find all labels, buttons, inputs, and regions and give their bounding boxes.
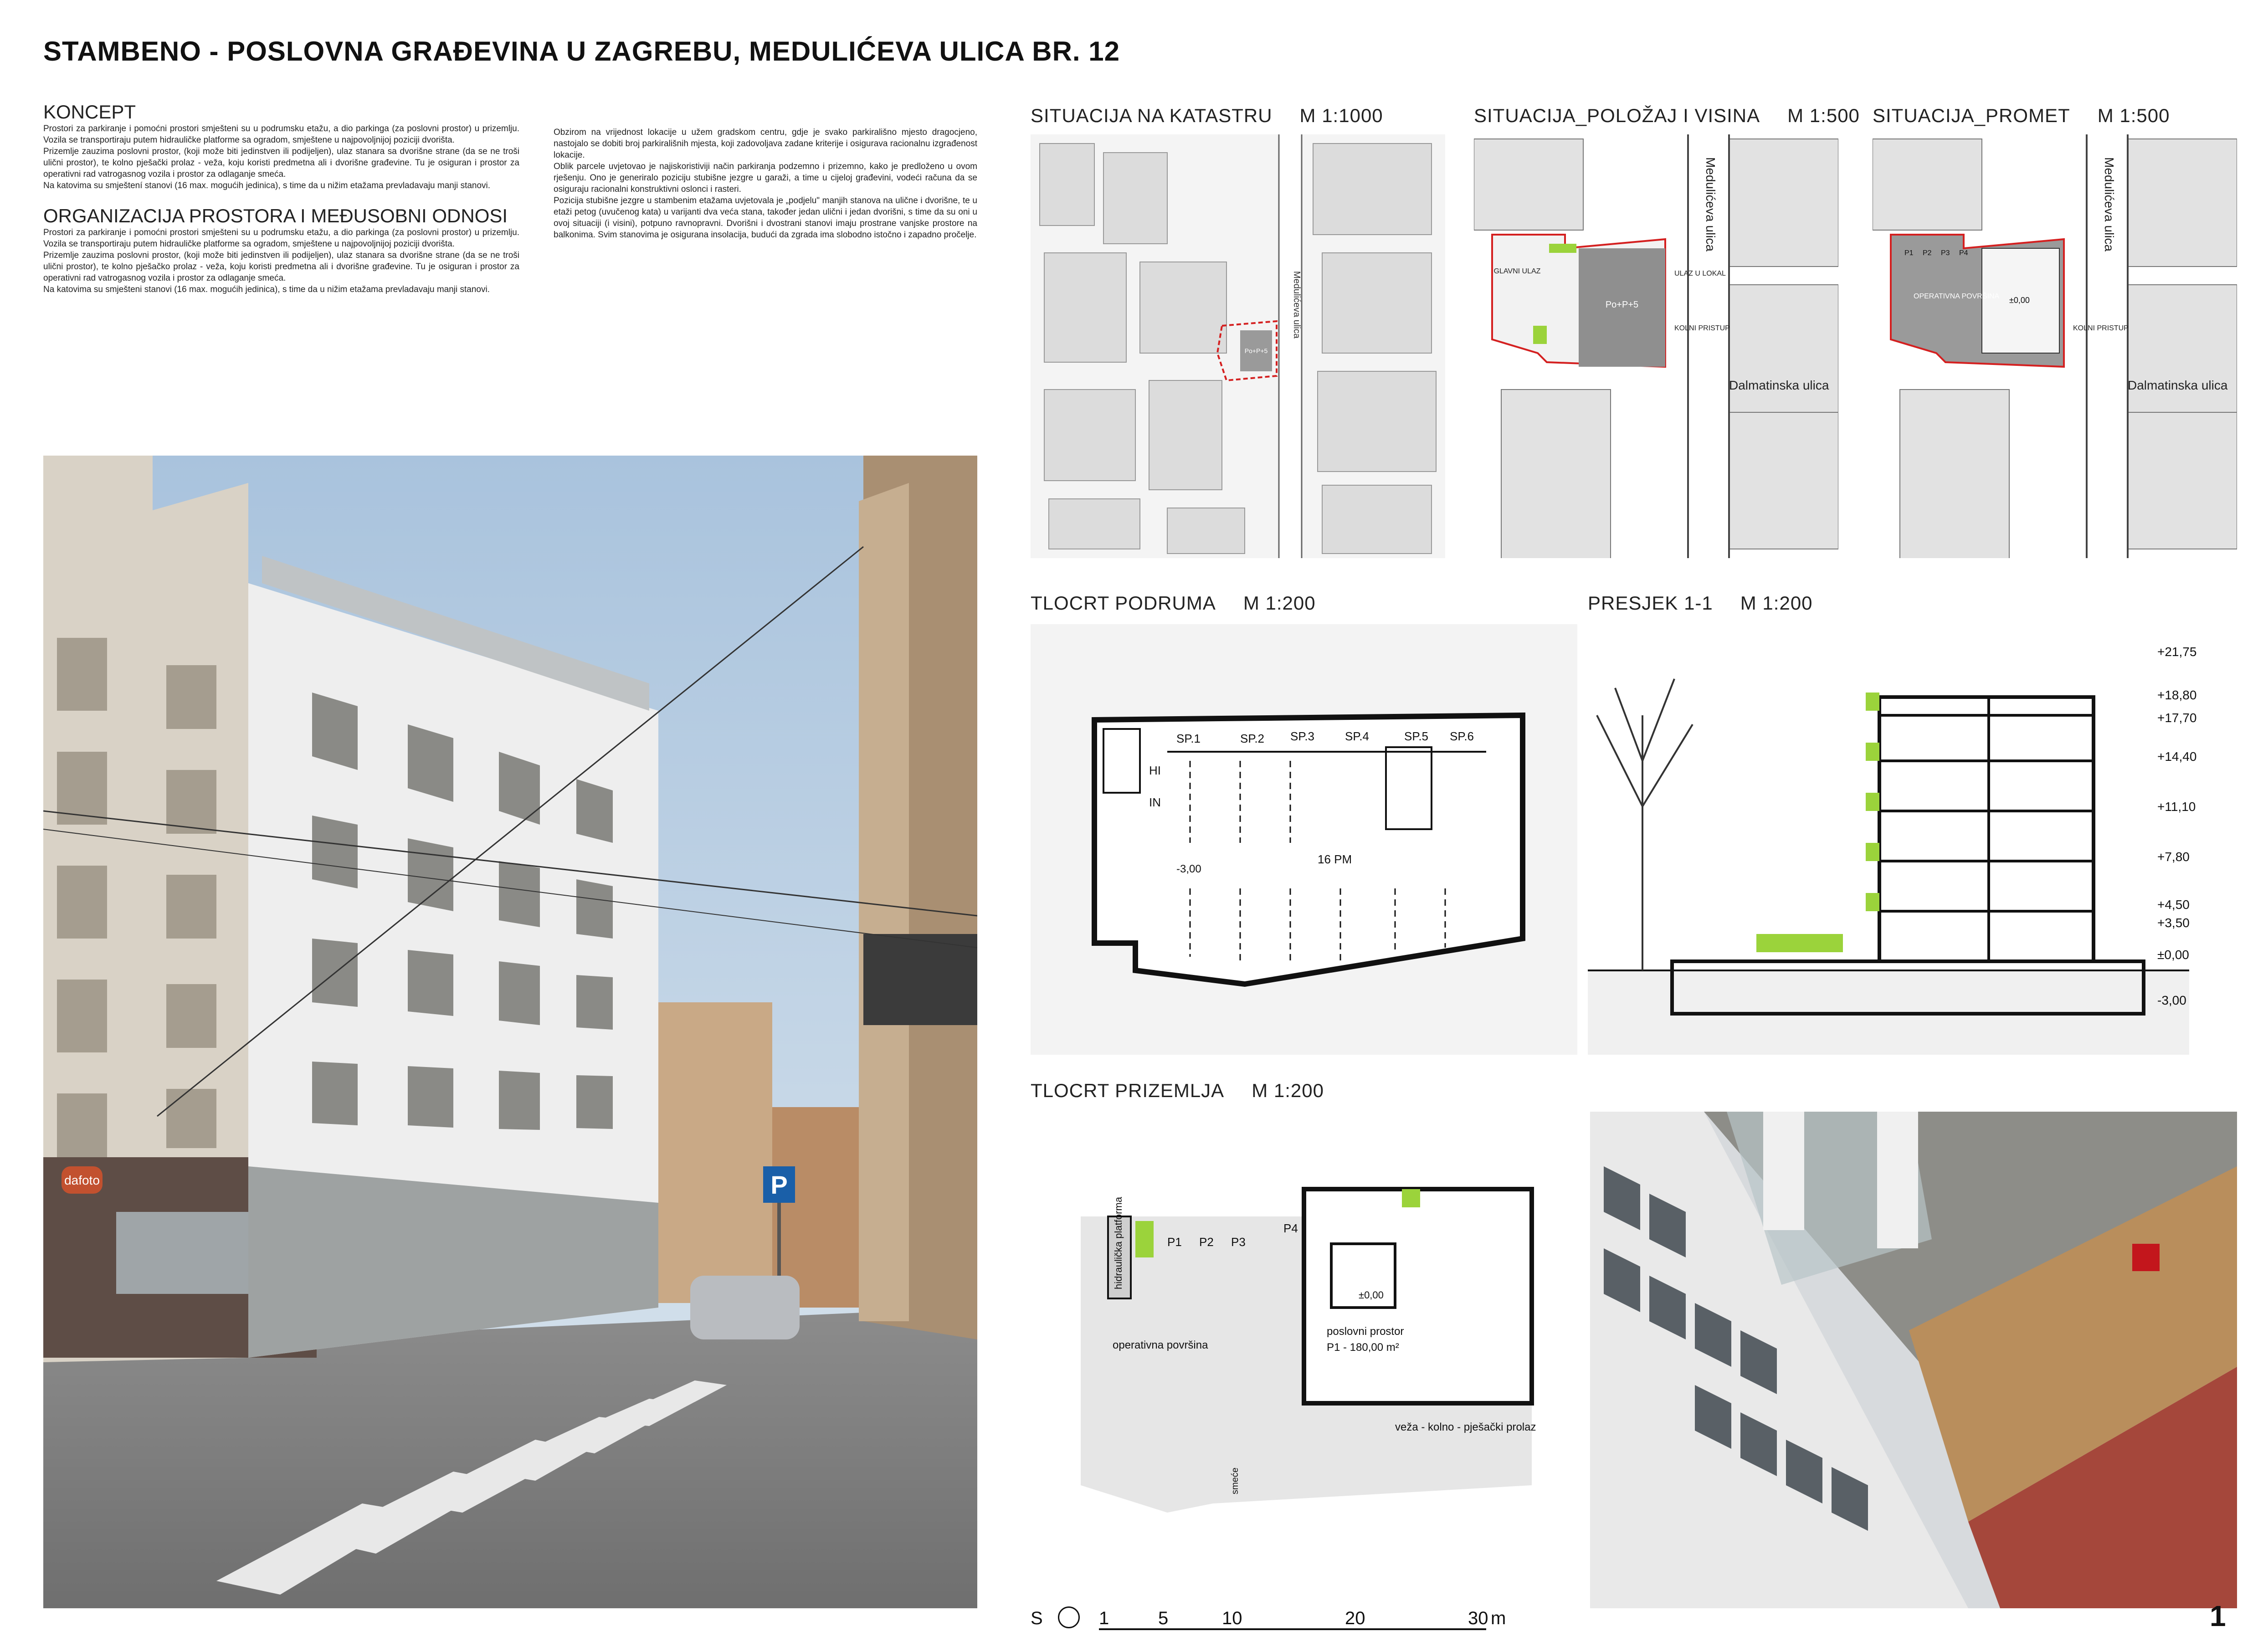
polozaj-title xyxy=(1474,105,1860,127)
concept-section xyxy=(43,101,519,295)
promet-operative-area: OPERATIVNA POVRŠINA xyxy=(1914,292,2000,300)
podrum-lift-hi: HI xyxy=(1149,764,1161,777)
parked-car xyxy=(690,1276,800,1339)
location-text xyxy=(554,127,977,241)
presjek-title xyxy=(1588,592,1813,614)
presjek-scale: M 1:200 xyxy=(1740,592,1813,614)
scale-mark-10: 10 xyxy=(1222,1608,1242,1628)
podrum-storage-1: SP.1 xyxy=(1176,732,1201,745)
promet-street-label: Medulićeva ulica xyxy=(2102,157,2116,251)
prizemlje-office-area: P1 - 180,00 m² xyxy=(1327,1341,1399,1354)
north-arrow-icon xyxy=(1058,1606,1080,1628)
scale-mark-20: 20 xyxy=(1345,1608,1365,1628)
red-chair xyxy=(2132,1244,2160,1271)
prizemlje-spot-3: P3 xyxy=(1231,1235,1246,1249)
promet-vehicle-access: KOLNI PRISTUP xyxy=(2073,324,2129,332)
level-7-80: +7,80 xyxy=(2157,850,2190,864)
podrum-storage-6: SP.6 xyxy=(1450,729,1474,743)
polozaj-street-label: Medulićeva ulica xyxy=(1704,157,1718,251)
podrum-plan xyxy=(1031,624,1577,1055)
katastar-title-text: SITUACIJA NA KATASTRU xyxy=(1031,105,1273,126)
level-3-50: +3,50 xyxy=(2157,916,2190,930)
rooftop-render xyxy=(1590,1112,2237,1608)
podrum-title-text: TLOCRT PODRUMA xyxy=(1031,592,1216,614)
promet-spot-1: P1 xyxy=(1904,249,1914,257)
prizemlje-operative-area: operativna površina xyxy=(1113,1339,1208,1351)
katastar-scale: M 1:1000 xyxy=(1299,105,1383,126)
polozaj-building-label: Po+P+5 xyxy=(1605,300,1639,310)
concept-paragraph-3: Na katovima su smještení stanovi (16 max. mogućih jedinica), s time da u nižim etažama prevladavaju manji stanovi. xyxy=(43,181,491,190)
north-label: S xyxy=(1031,1608,1043,1628)
prizemlje-scale: M 1:200 xyxy=(1252,1080,1324,1101)
promet-spot-3: P3 xyxy=(1941,249,1950,257)
promet-title xyxy=(1873,105,2170,127)
prizemlje-title xyxy=(1031,1080,1324,1102)
location-paragraph-1: Obzirom na vrijednost lokacije u užem gradskom centru, gdje je svako parkirališno mjesto dragocjeno, nastojalo se dobiti broj parkirališnih mjesta, koji zadovoljava zadane kriterije i osigurava racionalnu izgrađenost lokacije. xyxy=(554,128,977,160)
location-paragraph-2: Oblik parcele uvjetovao je najiskoristiviji način parkiranja podzemno i prizemno, kako je predloženo u ovom rješenju. Ono je generiralo poziciju stubišne jezgre u garaži, a time u cijeloj građevini, vodeći računa da se osiguraju racionalni konstruktivni oslonci i rasteri. xyxy=(554,162,977,194)
level-0-00: ±0,00 xyxy=(2157,948,2189,962)
katastar-map xyxy=(1031,134,1445,558)
organization-paragraph-1: Prostori za parkiranje i pomoćni prostori smješteni su u podrumsku etažu, a dio parkinga (za poslovni prostor) u prizemlju. Vozila se transportiraju putem hidrauličke platforme sa ogradom, smještene u najpovoljnijoj poziciji dvorišta. xyxy=(43,228,519,249)
podrum-title xyxy=(1031,592,1316,614)
street-photo xyxy=(43,456,977,1608)
prizemlje-spot-4: P4 xyxy=(1283,1221,1298,1235)
prizemlje-office: poslovni prostor xyxy=(1327,1325,1404,1338)
organization-paragraph-2: Prizemlje zauzima poslovni prostor, (koji može biti jedinstven ili podijeljen), ulaz stanara sa dvorišne strane (da se ne troši ulični prostor), te kolno pješačko prolaz - veža, koju koristi predmetna ali i dvorišne građevine. Tu je osiguran i prostor za operativni rad vatrogasnog vozila i prostor za odlaganje smeća. xyxy=(43,251,519,283)
street-photo-illustration xyxy=(43,456,977,1608)
page-title: STAMBENO - POSLOVNA GRAĐEVINA U ZAGREBU, MEDULIĆEVA ULICA BR. 12 xyxy=(43,36,1120,67)
page-number: 1 xyxy=(2210,1600,2226,1632)
promet-map xyxy=(1873,134,2237,558)
concept-paragraph-1: Prostori za parkiranje i pomoćni prostori smješteni su u podrumsku etažu, a dio parkinga (za poslovni prostor) u prizemlju. Vozila se transportiraju putem hidrauličke platforme sa ogradom, smještene u najpovoljnijoj poziciji dvorišta. xyxy=(43,124,519,145)
podrum-storage-2: SP.2 xyxy=(1240,732,1265,745)
organization-heading: ORGANIZACIJA PROSTORA I MEĐUSOBNI ODNOSI xyxy=(43,205,508,226)
polozaj-vehicle-access: KOLNI PRISTUP xyxy=(1674,324,1730,332)
podrum-lift-in: IN xyxy=(1149,795,1161,809)
concept-heading: KONCEPT xyxy=(43,101,136,123)
level-18-80: +18,80 xyxy=(2157,688,2197,702)
presjek-section xyxy=(1588,624,2239,1055)
location-paragraph-3: Pozicija stubišne jezgre u stambenim etažama uvjetovala je „podjelu" manjih stanova na ulične i dvorišne, te u etaži petog (uvučenog kata) u varijanti dva veća stana, također jedan ulični i jedan dvorišni, s time da su oni u ovoj situaciji (i visini), potpuno ravnopravni. Dvorišni i dvostrani stanovi imaju prostrane vanjske prostore na balkonima. Svim stanovima je osigurana insolacija, budući da zgrada ima slobodno istočno i zapadno pročelje. xyxy=(554,196,977,240)
level-11-10: +11,10 xyxy=(2157,800,2196,814)
katastar-title xyxy=(1031,105,1383,127)
polozaj-main-entrance: GLAVNI ULAZ xyxy=(1493,267,1541,275)
level-21-75: +21,75 xyxy=(2157,645,2197,659)
podrum-parking-count: 16 PM xyxy=(1318,852,1352,866)
prizemlje-passage: veža - kolno - pješački prolaz xyxy=(1395,1421,1536,1433)
katastar-street-label: Medulićeva ulica xyxy=(1292,271,1302,339)
prizemlje-title-text: TLOCRT PRIZEMLJA xyxy=(1031,1080,1225,1101)
podrum-scale: M 1:200 xyxy=(1243,592,1316,614)
shop-sign-text: dafoto xyxy=(64,1173,100,1187)
level-17-70: +17,70 xyxy=(2157,711,2197,725)
prizemlje-waste: smeće xyxy=(1230,1467,1240,1494)
organization-paragraph-3: Na katovima su smješteni stanovi (16 max. mogućih jedinica), s time da u nižim etažama prevladavaju manji stanovi. xyxy=(43,285,490,294)
concept-paragraph-2: Prizemlje zauzima poslovni prostor, (koji može biti jedinstven ili podijeljen), ulaz stanara sa dvorišne strane (da se ne troši ulični prostor), te kolno pješački prolaz - veža, koju koristi predmetna ali i dvorišne građevine. Tu je osiguran i prostor za operativni rad vatrogasnog vozila i prostor za odlaganje smeća. xyxy=(43,147,519,179)
level-4-50: +4,50 xyxy=(2157,898,2190,912)
scale-mark-5: 5 xyxy=(1158,1608,1169,1628)
promet-scale: M 1:500 xyxy=(2097,105,2170,126)
parking-sign-text: P xyxy=(770,1170,788,1199)
polozaj-shop-entrance: ULAZ U LOKAL xyxy=(1674,270,1726,277)
scale-line xyxy=(1099,1628,1486,1630)
scale-bar xyxy=(1031,1608,1532,1636)
promet-level: ±0,00 xyxy=(2009,296,2030,305)
polozaj-map xyxy=(1474,134,1838,558)
scale-mark-30: 30 xyxy=(1468,1608,1488,1628)
polozaj-title-text: SITUACIJA_POLOŽAJ I VISINA xyxy=(1474,105,1760,126)
podrum-storage-5: SP.5 xyxy=(1404,729,1429,743)
prizemlje-platform: hidraulička platforma xyxy=(1113,1197,1124,1289)
promet-street2-label: Dalmatinska ulica xyxy=(2128,378,2228,392)
scale-unit: m xyxy=(1491,1608,1506,1628)
polozaj-street2-label: Dalmatinska ulica xyxy=(1729,378,1829,392)
prizemlje-spot-1: P1 xyxy=(1167,1235,1182,1249)
promet-spot-2: P2 xyxy=(1923,249,1932,257)
podrum-level: -3,00 xyxy=(1176,863,1201,875)
level-minus-3-00: -3,00 xyxy=(2157,993,2186,1007)
presjek-title-text: PRESJEK 1-1 xyxy=(1588,592,1713,614)
katastar-building-label: Po+P+5 xyxy=(1244,347,1268,354)
promet-title-text: SITUACIJA_PROMET xyxy=(1873,105,2070,126)
promet-spot-4: P4 xyxy=(1959,249,1968,257)
prizemlje-plan xyxy=(1031,1112,1577,1576)
scale-mark-1: 1 xyxy=(1099,1608,1109,1628)
prizemlje-level: ±0,00 xyxy=(1359,1289,1384,1301)
podrum-storage-4: SP.4 xyxy=(1345,729,1370,743)
level-14-40: +14,40 xyxy=(2157,749,2197,764)
polozaj-scale: M 1:500 xyxy=(1787,105,1860,126)
prizemlje-spot-2: P2 xyxy=(1199,1235,1214,1249)
podrum-storage-3: SP.3 xyxy=(1290,729,1315,743)
